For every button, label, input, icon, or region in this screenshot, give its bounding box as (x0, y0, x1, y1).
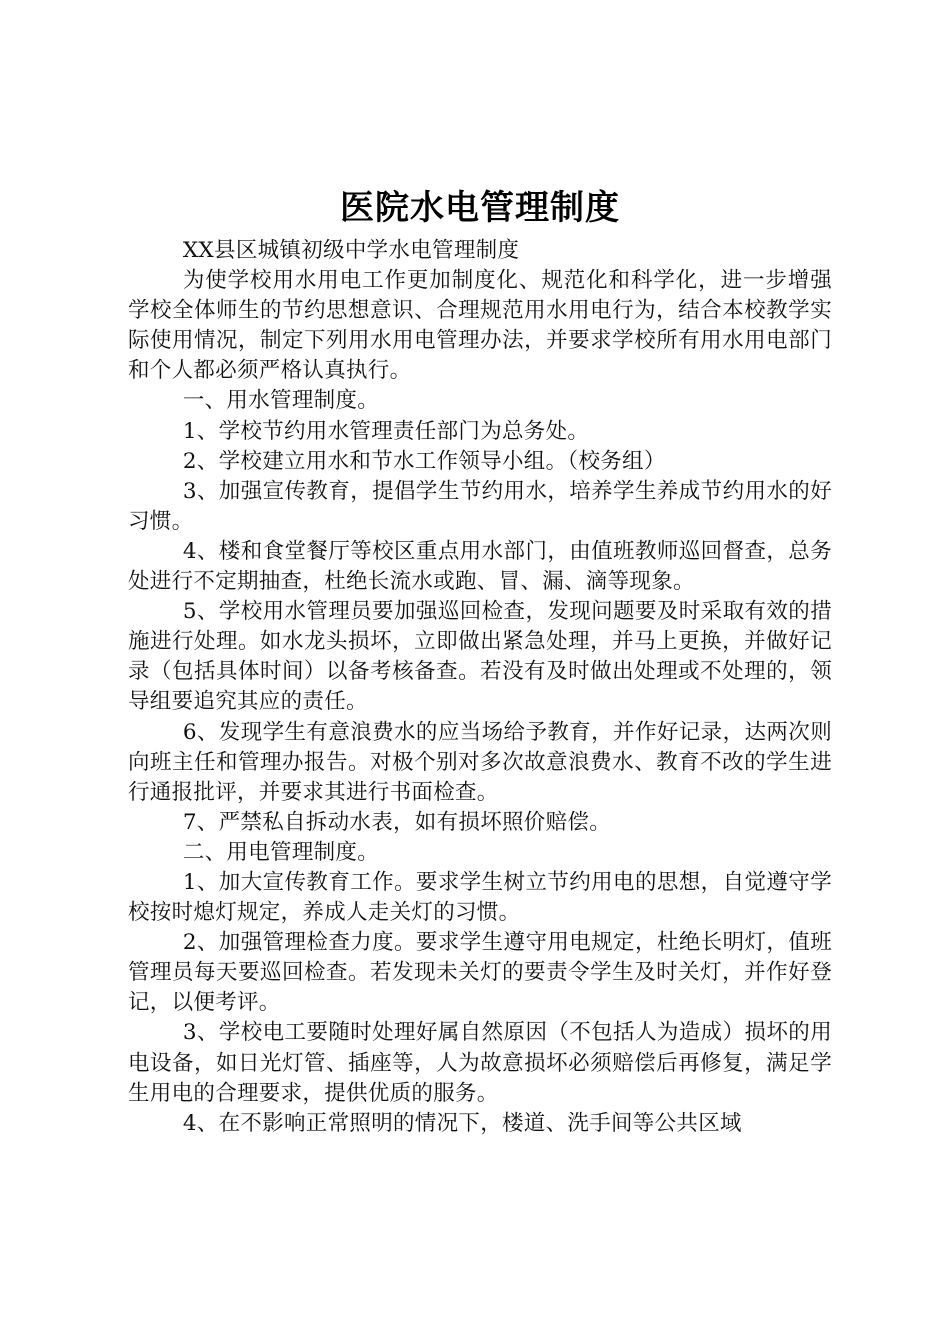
electricity-rule-3: 3、学校电工要随时处理好属自然原因（不包括人为造成）损坏的用电设备，如日光灯管、插座等，人为故意损坏必须赔偿后再修复，满足学生用电的合理要求，提供优质的服务。 (128, 1020, 832, 1106)
paragraph-subtitle: XX县区城镇初级中学水电管理制度 (182, 238, 520, 263)
water-rule-4: 4、楼和食堂餐厅等校区重点用水部门，由值班教师巡回督查，总务处进行不定期抽查，杜绝长流水或跑、冒、漏、滴等现象。 (128, 538, 832, 595)
document-body (128, 236, 832, 1139)
water-rule-1: 1、学校节约用水管理责任部门为总务处。 (182, 418, 590, 444)
water-rule-7: 7、严禁私自拆动水表，如有损坏照价赔偿。 (182, 809, 611, 835)
electricity-rule-1: 1、加大宣传教育工作。要求学生树立节约用电的思想，自觉遵守学校按时熄灯规定，养成人走关灯的习惯。 (128, 869, 832, 926)
water-rule-2: 2、学校建立用水和节水工作领导小组。（校务组） (182, 448, 666, 474)
electricity-rule-2: 2、加强管理检查力度。要求学生遵守用电规定，杜绝长明灯，值班管理员每天要巡回检查。若发现未关灯的要责令学生及时关灯，并作好登记，以便考评。 (128, 930, 832, 1016)
water-rule-6: 6、发现学生有意浪费水的应当场给予教育，并作好记录，达两次则向班主任和管理办报告。对极个别对多次故意浪费水、教育不改的学生进行通报批评，并要求其进行书面检查。 (128, 719, 832, 805)
paragraph-intro: 为使学校用水用电工作更加制度化、规范化和科学化，进一步增强学校全体师生的节约思想意识、合理规范用水用电行为，结合本校教学实际使用情况，制定下列用水用电管理办法，并要求学校所有用水用电部门和个人都必须严格认真执行。 (128, 268, 832, 384)
section-heading-electricity: 二、用电管理制度。 (182, 839, 380, 865)
electricity-rule-4: 4、在不影响正常照明的情况下，楼道、洗手间等公共区域 (182, 1110, 742, 1136)
section-heading-water: 一、用水管理制度。 (182, 388, 380, 414)
water-rule-5: 5、学校用水管理员要加强巡回检查，发现问题要及时采取有效的措施进行处理。如水龙头损坏，立即做出紧急处理，并马上更换，并做好记录（包括具体时间）以备考核备查。若没有及时做出处理或不处理的，领导组要追究其应的责任。 (128, 599, 832, 715)
document-title: 医院水电管理制度 (340, 188, 620, 228)
water-rule-3: 3、加强宣传教育，提倡学生节约用水，培养学生养成节约用水的好习惯。 (128, 478, 832, 534)
